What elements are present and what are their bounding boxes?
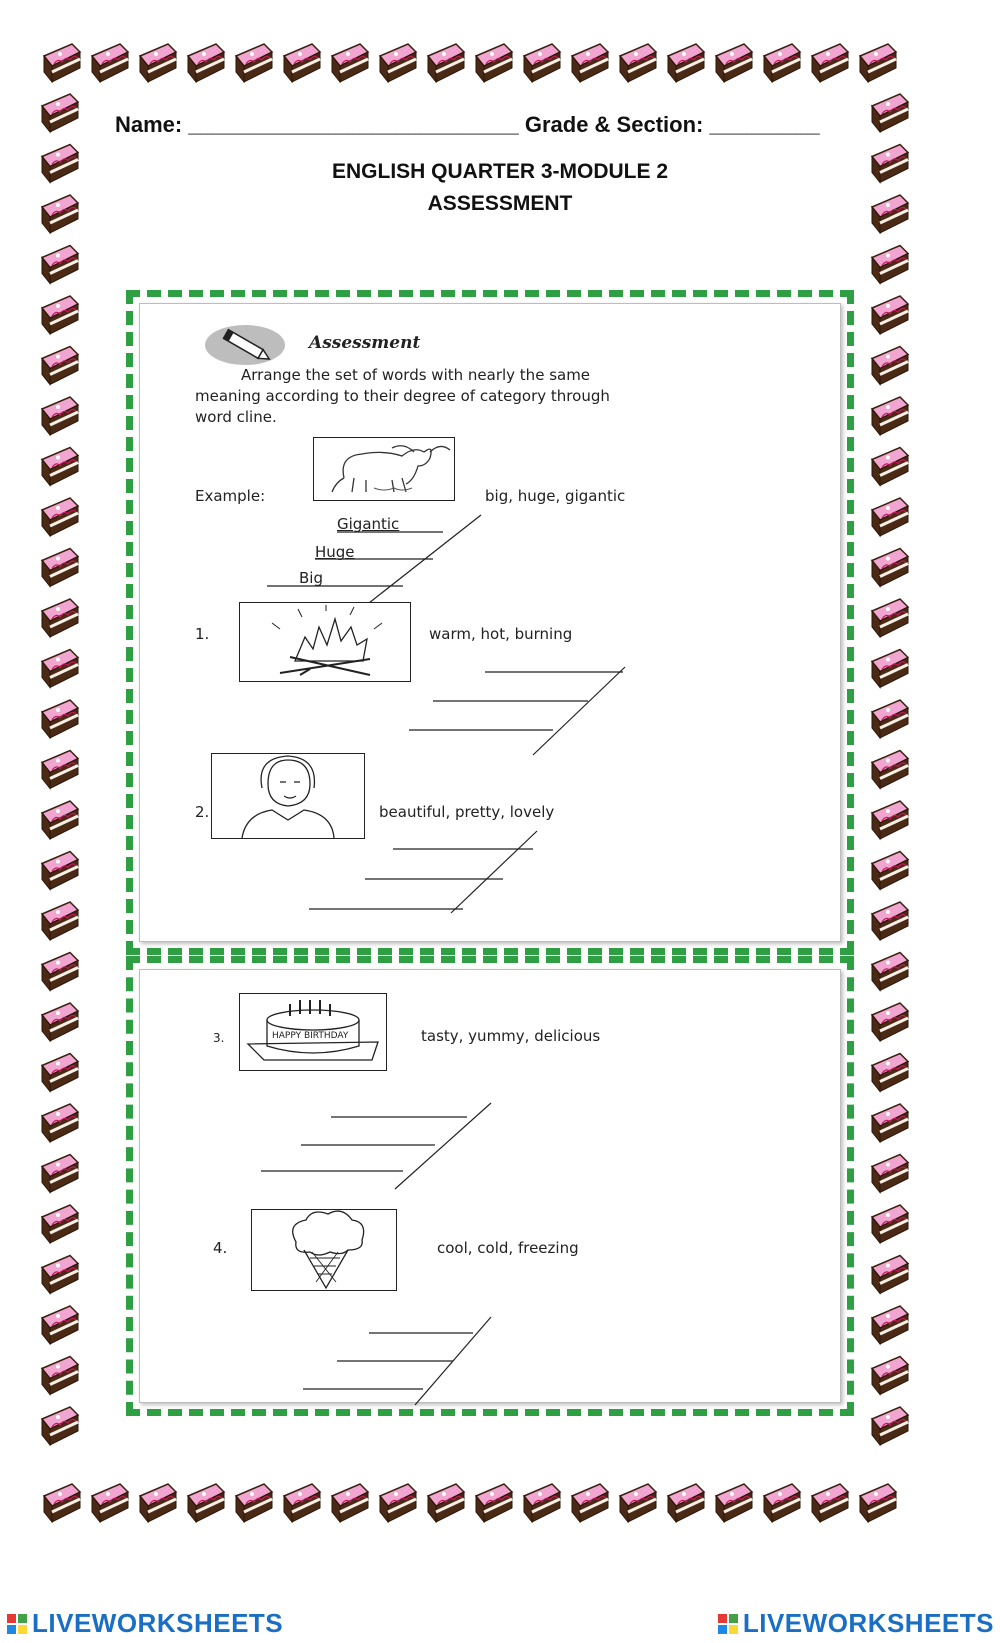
name-blank[interactable]: ___________________________ [188,112,519,137]
cake-slice-icon [476,1484,512,1522]
item-1-number: 1. [195,625,210,643]
cake-slice-icon [42,700,78,738]
cake-slice-icon [42,650,78,688]
cake-slice-icon [380,44,416,82]
cake-slice-icon [284,1484,320,1522]
cake-slice-icon [572,1484,608,1522]
cake-slice-icon [620,1484,656,1522]
assessment-title: ASSESSMENT [427,192,573,215]
cake-slice-icon [872,801,908,839]
cake-slice-icon [42,347,78,385]
ice-cream-image [251,1209,397,1291]
cake-slice-icon [812,44,848,82]
example-words: big, huge, gigantic [485,487,626,505]
cake-slice-icon [92,1484,128,1522]
cake-slice-icon [42,953,78,991]
cake-slice-icon [428,44,464,82]
cake-slice-icon [872,246,908,284]
cake-slice-icon [872,1306,908,1344]
cake-slice-icon [42,498,78,536]
cake-slice-icon [764,44,800,82]
cake-slice-icon [140,44,176,82]
cake-slice-icon [872,1003,908,1041]
cake-slice-icon [332,1484,368,1522]
name-label: Name: [115,112,183,137]
cake-slice-icon [668,1484,704,1522]
cake-slice-icon [42,296,78,334]
cake-slice-icon [668,44,704,82]
cake-slice-icon [92,44,128,82]
cake-slice-icon [44,1484,80,1522]
cake-slice-icon [872,953,908,991]
cake-slice-icon [42,1003,78,1041]
campfire-image [239,602,411,682]
cake-slice-icon [188,44,224,82]
cake-slice-icon [42,1104,78,1142]
cake-slice-icon [872,397,908,435]
cake-slice-icon [872,1205,908,1243]
cake-text: HAPPY BIRTHDAY [272,1031,349,1041]
assessment-heading: Assessment [309,333,421,353]
cake-slice-icon [716,44,752,82]
cake-slice-icon [42,1256,78,1294]
cake-slice-icon [42,801,78,839]
cake-slice-icon [476,44,512,82]
example-answer-gigantic: Gigantic [337,515,400,533]
cake-slice-icon [42,599,78,637]
cake-slice-icon [332,44,368,82]
cake-slice-icon [524,1484,560,1522]
cake-slice-icon [42,1407,78,1445]
cake-slice-icon [872,347,908,385]
item-3-words: tasty, yummy, delicious [421,1027,601,1045]
cake-slice-icon [872,549,908,587]
cake-slice-icon [872,852,908,890]
cake-slice-icon [428,1484,464,1522]
assessment-panel-2 [126,956,854,1416]
liveworksheets-logo-left[interactable] [6,1608,283,1639]
cake-slice-icon [42,549,78,587]
cake-slice-icon [872,1256,908,1294]
cake-slice-icon [42,448,78,486]
name-grade-line [115,112,895,138]
woman-image [211,753,365,839]
grade-section-label: Grade & Section: [524,112,704,137]
cake-slice-icon [42,1054,78,1092]
cake-slice-icon [42,1357,78,1395]
instruction-line-3: word cline. [195,408,277,426]
cake-slice-icon [872,1357,908,1395]
cake-slice-icon [572,44,608,82]
example-answer-big: Big [299,569,323,587]
cake-slice-icon [872,498,908,536]
logo-text-left: LIVEWORKSHEETS [32,1608,284,1638]
cake-slice-icon [716,1484,752,1522]
cake-slice-icon [42,94,78,132]
cake-slice-icon [236,1484,272,1522]
cake-slice-icon [872,1054,908,1092]
logo-text-right: LIVEWORKSHEETS [742,1608,994,1638]
birthday-cake-image [239,993,387,1071]
cake-slice-icon [620,44,656,82]
liveworksheets-mark-icon [6,1613,28,1635]
item-4-words: cool, cold, freezing [437,1239,579,1257]
cake-slice-icon [764,1484,800,1522]
cake-slice-icon [812,1484,848,1522]
cake-slice-icon [872,700,908,738]
item-3-number: 3. [213,1031,225,1045]
liveworksheets-mark-icon [717,1613,739,1635]
cake-slice-icon [872,599,908,637]
grade-section-blank[interactable]: _________ [709,112,820,137]
cake-slice-icon [140,1484,176,1522]
cake-slice-icon [42,902,78,940]
cake-slice-icon [42,397,78,435]
assessment-panel-1 [126,290,854,955]
item-1-words: warm, hot, burning [429,625,573,643]
cake-slice-icon [284,44,320,82]
cake-slice-icon [872,1104,908,1142]
cake-slice-icon [44,44,80,82]
cake-slice-icon [872,650,908,688]
cake-slice-icon [42,751,78,789]
cake-slice-icon [872,751,908,789]
cake-slice-icon [42,852,78,890]
instruction-line-1: Arrange the set of words with nearly the same [241,366,591,384]
cake-slice-icon [42,1306,78,1344]
example-answer-huge: Huge [315,543,355,561]
item-4-number: 4. [213,1239,228,1257]
module-title: ENGLISH QUARTER 3-MODULE 2 [331,160,669,183]
cake-slice-icon [872,1155,908,1193]
instruction-line-2: meaning according to their degree of category through [195,387,610,405]
cake-slice-icon [42,1155,78,1193]
cake-slice-icon [860,44,896,82]
cake-slice-icon [872,902,908,940]
cake-slice-icon [380,1484,416,1522]
example-label: Example: [195,487,266,505]
cake-slice-icon [42,246,78,284]
cake-slice-icon [872,296,908,334]
cake-slice-icon [42,1205,78,1243]
cake-slice-icon [236,44,272,82]
cake-slice-icon [188,1484,224,1522]
item-2-words: beautiful, pretty, lovely [379,803,555,821]
cake-slice-icon [860,1484,896,1522]
cake-slice-icon [872,1407,908,1445]
cake-slice-icon [524,44,560,82]
cake-slice-icon [872,448,908,486]
liveworksheets-logo-right[interactable] [717,1608,994,1639]
item-2-number: 2. [195,803,210,821]
